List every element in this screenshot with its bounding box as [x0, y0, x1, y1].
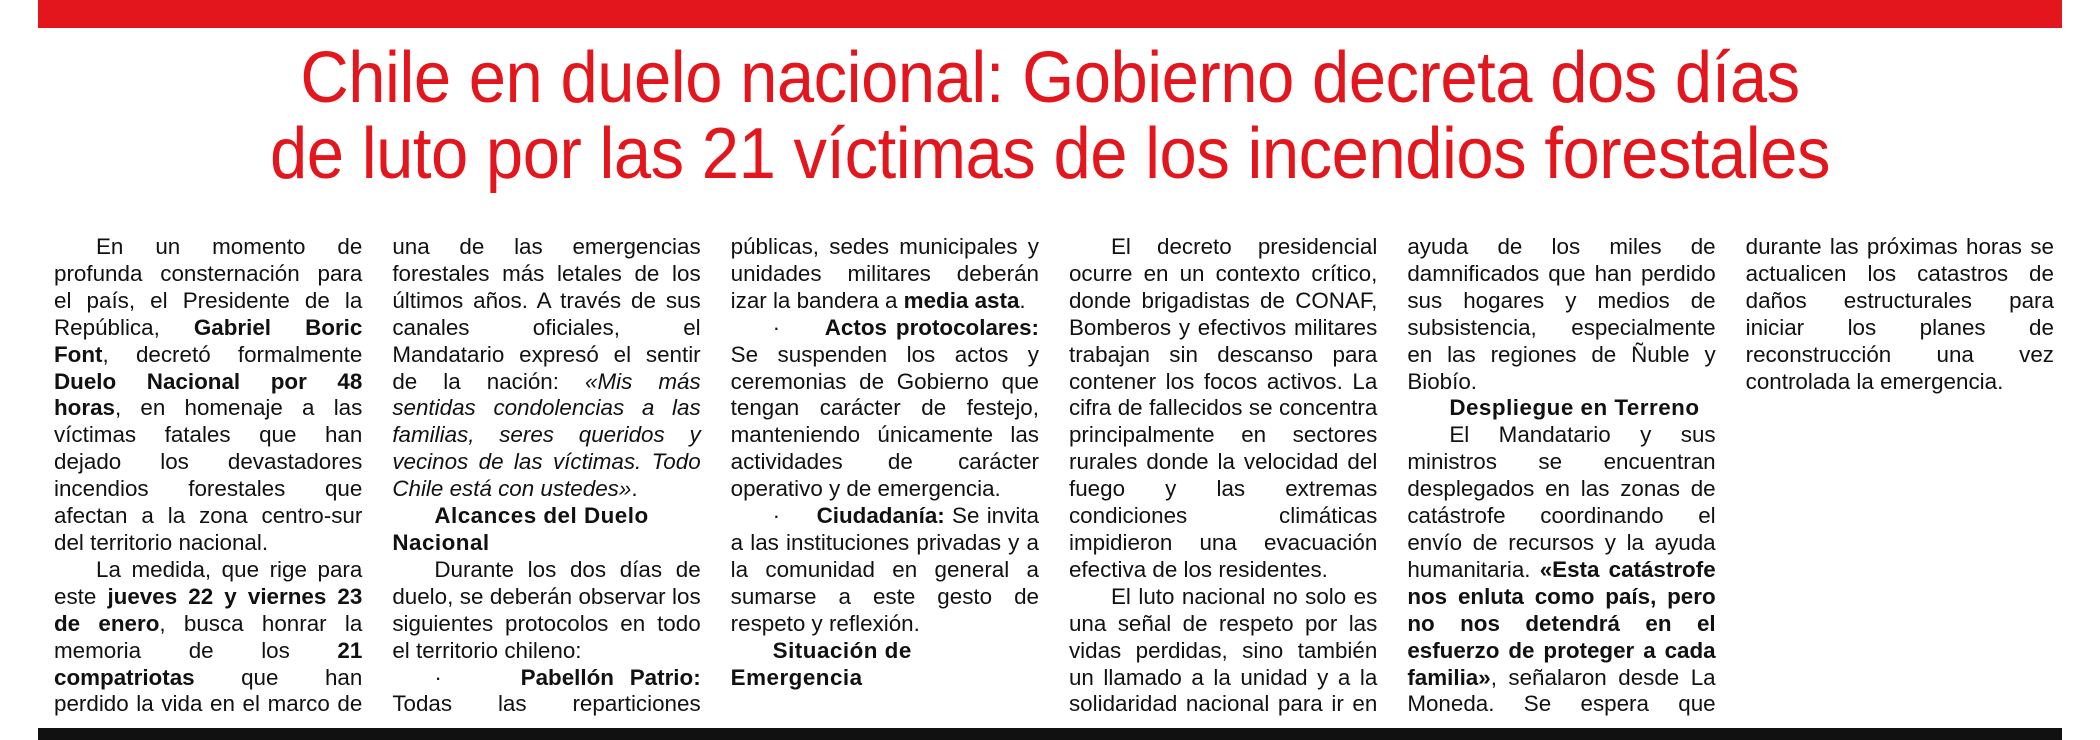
bullet-actos — [731, 315, 1039, 503]
text-run: , señalaron desde La Moneda. Se espera que durante las próximas horas se actualicen los catastros de daños estructurales para iniciar los planes de reconstrucción una vez controlada la emergencia. — [1407, 234, 2054, 717]
headline-line-1: Chile en duelo nacional: Gobierno decreta dos días — [300, 38, 1800, 118]
moneda-quote: «Esta catástrofe nos enluta como país, pero no nos detendrá en el esfuerzo de proteger a cada familia» — [1407, 556, 1716, 690]
president-name: Gabriel Boric Font — [54, 314, 363, 367]
text-run: , en homenaje a las víctimas fatales que han dejado los devastadores incendios forestales que afectan a la zona centro-sur del territorio nacional. — [54, 395, 363, 555]
paragraph-intro — [54, 234, 362, 557]
bottom-black-bar — [38, 728, 2062, 740]
bullet-dot: · — [772, 503, 781, 529]
headline — [109, 40, 1991, 192]
text-run: . — [1019, 287, 1026, 313]
duelo-dates: jueves 22 y viernes 23 de enero — [54, 583, 363, 636]
headline-line-2: de luto por las 21 víctimas de los incendios forestales — [270, 114, 1830, 194]
text-run: Todas las reparticiones públicas, sedes municipales y unidades militares deberán izar la bandera a — [392, 234, 1039, 717]
paragraph-luto: El luto nacional no solo es una señal de respeto por las vidas perdidas, sino también un llamado a la unidad y a la solidaridad nacional para ir en ayuda de los miles de damnificados que han perdido sus hogares y medios de subsistencia, especialmente en las regiones de Ñuble y Biobío. — [1068, 234, 1716, 717]
bullet-label: Ciudadanía: — [816, 503, 945, 529]
subheading-despliegue: Despliegue en Terreno — [1449, 395, 1700, 421]
bullet-dot: · — [772, 314, 781, 340]
bullet-ciudadania — [731, 503, 1039, 638]
duelo-duration: Duelo Nacional por 48 horas — [54, 368, 363, 421]
text-run: . — [631, 476, 638, 502]
text-run: Se suspenden los actos y ceremonias de Gobierno que tengan carácter de festejo, manteniendo únicamente las actividades de carácter operativo y de emergencia. — [730, 341, 1039, 502]
bullet-label: Actos protocolares: — [824, 314, 1039, 340]
paragraph-decreto: El decreto presidencial ocurre en un contexto crítico, donde brigadistas de CONAF, Bomberos y efectivos militares trabajan sin descanso para contener los focos activos. La cifra de fallecidos se concentra principalmente en sectores rurales donde la velocidad del fuego y las extremas condiciones climáticas impidieron una evacuación efectiva de los residentes. — [1068, 234, 1378, 582]
subheading-emergencia: Situación de Emergencia — [730, 637, 912, 690]
bullet-label: Pabellón Patrio: — [520, 664, 701, 690]
text-run: Se invita a las instituciones privadas y a la comunidad en general a sumarse a este gesto de respeto y reflexión. — [730, 503, 1039, 636]
paragraph-protocols: Durante los dos días de duelo, se deberán observar los siguientes protocolos en todo el territorio chileno: — [392, 556, 701, 663]
president-quote: «Mis más sentidas condolencias a las familias, seres queridos y vecinos de las víctimas. Todo Chile está con ustedes» — [392, 368, 701, 502]
text-run: , busca honrar la memoria de los — [54, 610, 363, 663]
article-body — [54, 234, 2054, 724]
text-run: que han perdido la vida en el marco de una de las emergencias forestales más letales de los últimos años. A través de sus canales oficiales, el Mandatario expresó el sentir de la nación: — [54, 234, 701, 717]
top-red-bar — [38, 0, 2062, 28]
subheading-alcances: Alcances del Duelo Nacional — [392, 503, 649, 555]
text-run: En un momento de profunda consternación para el país, el Presidente de la República, — [54, 234, 363, 340]
text-run: El Mandatario y sus ministros se encuentran desplegados en las zonas de catástrofe coordinando el envío de recursos y la ayuda humanitaria. — [1407, 422, 1716, 582]
media-asta: media asta — [903, 287, 1020, 313]
text-run: La medida, que rige para este — [54, 556, 363, 609]
victims-count: 21 compatriotas — [54, 637, 363, 690]
bullet-dot: · — [434, 664, 442, 690]
text-run: , decretó formalmente — [102, 341, 363, 367]
